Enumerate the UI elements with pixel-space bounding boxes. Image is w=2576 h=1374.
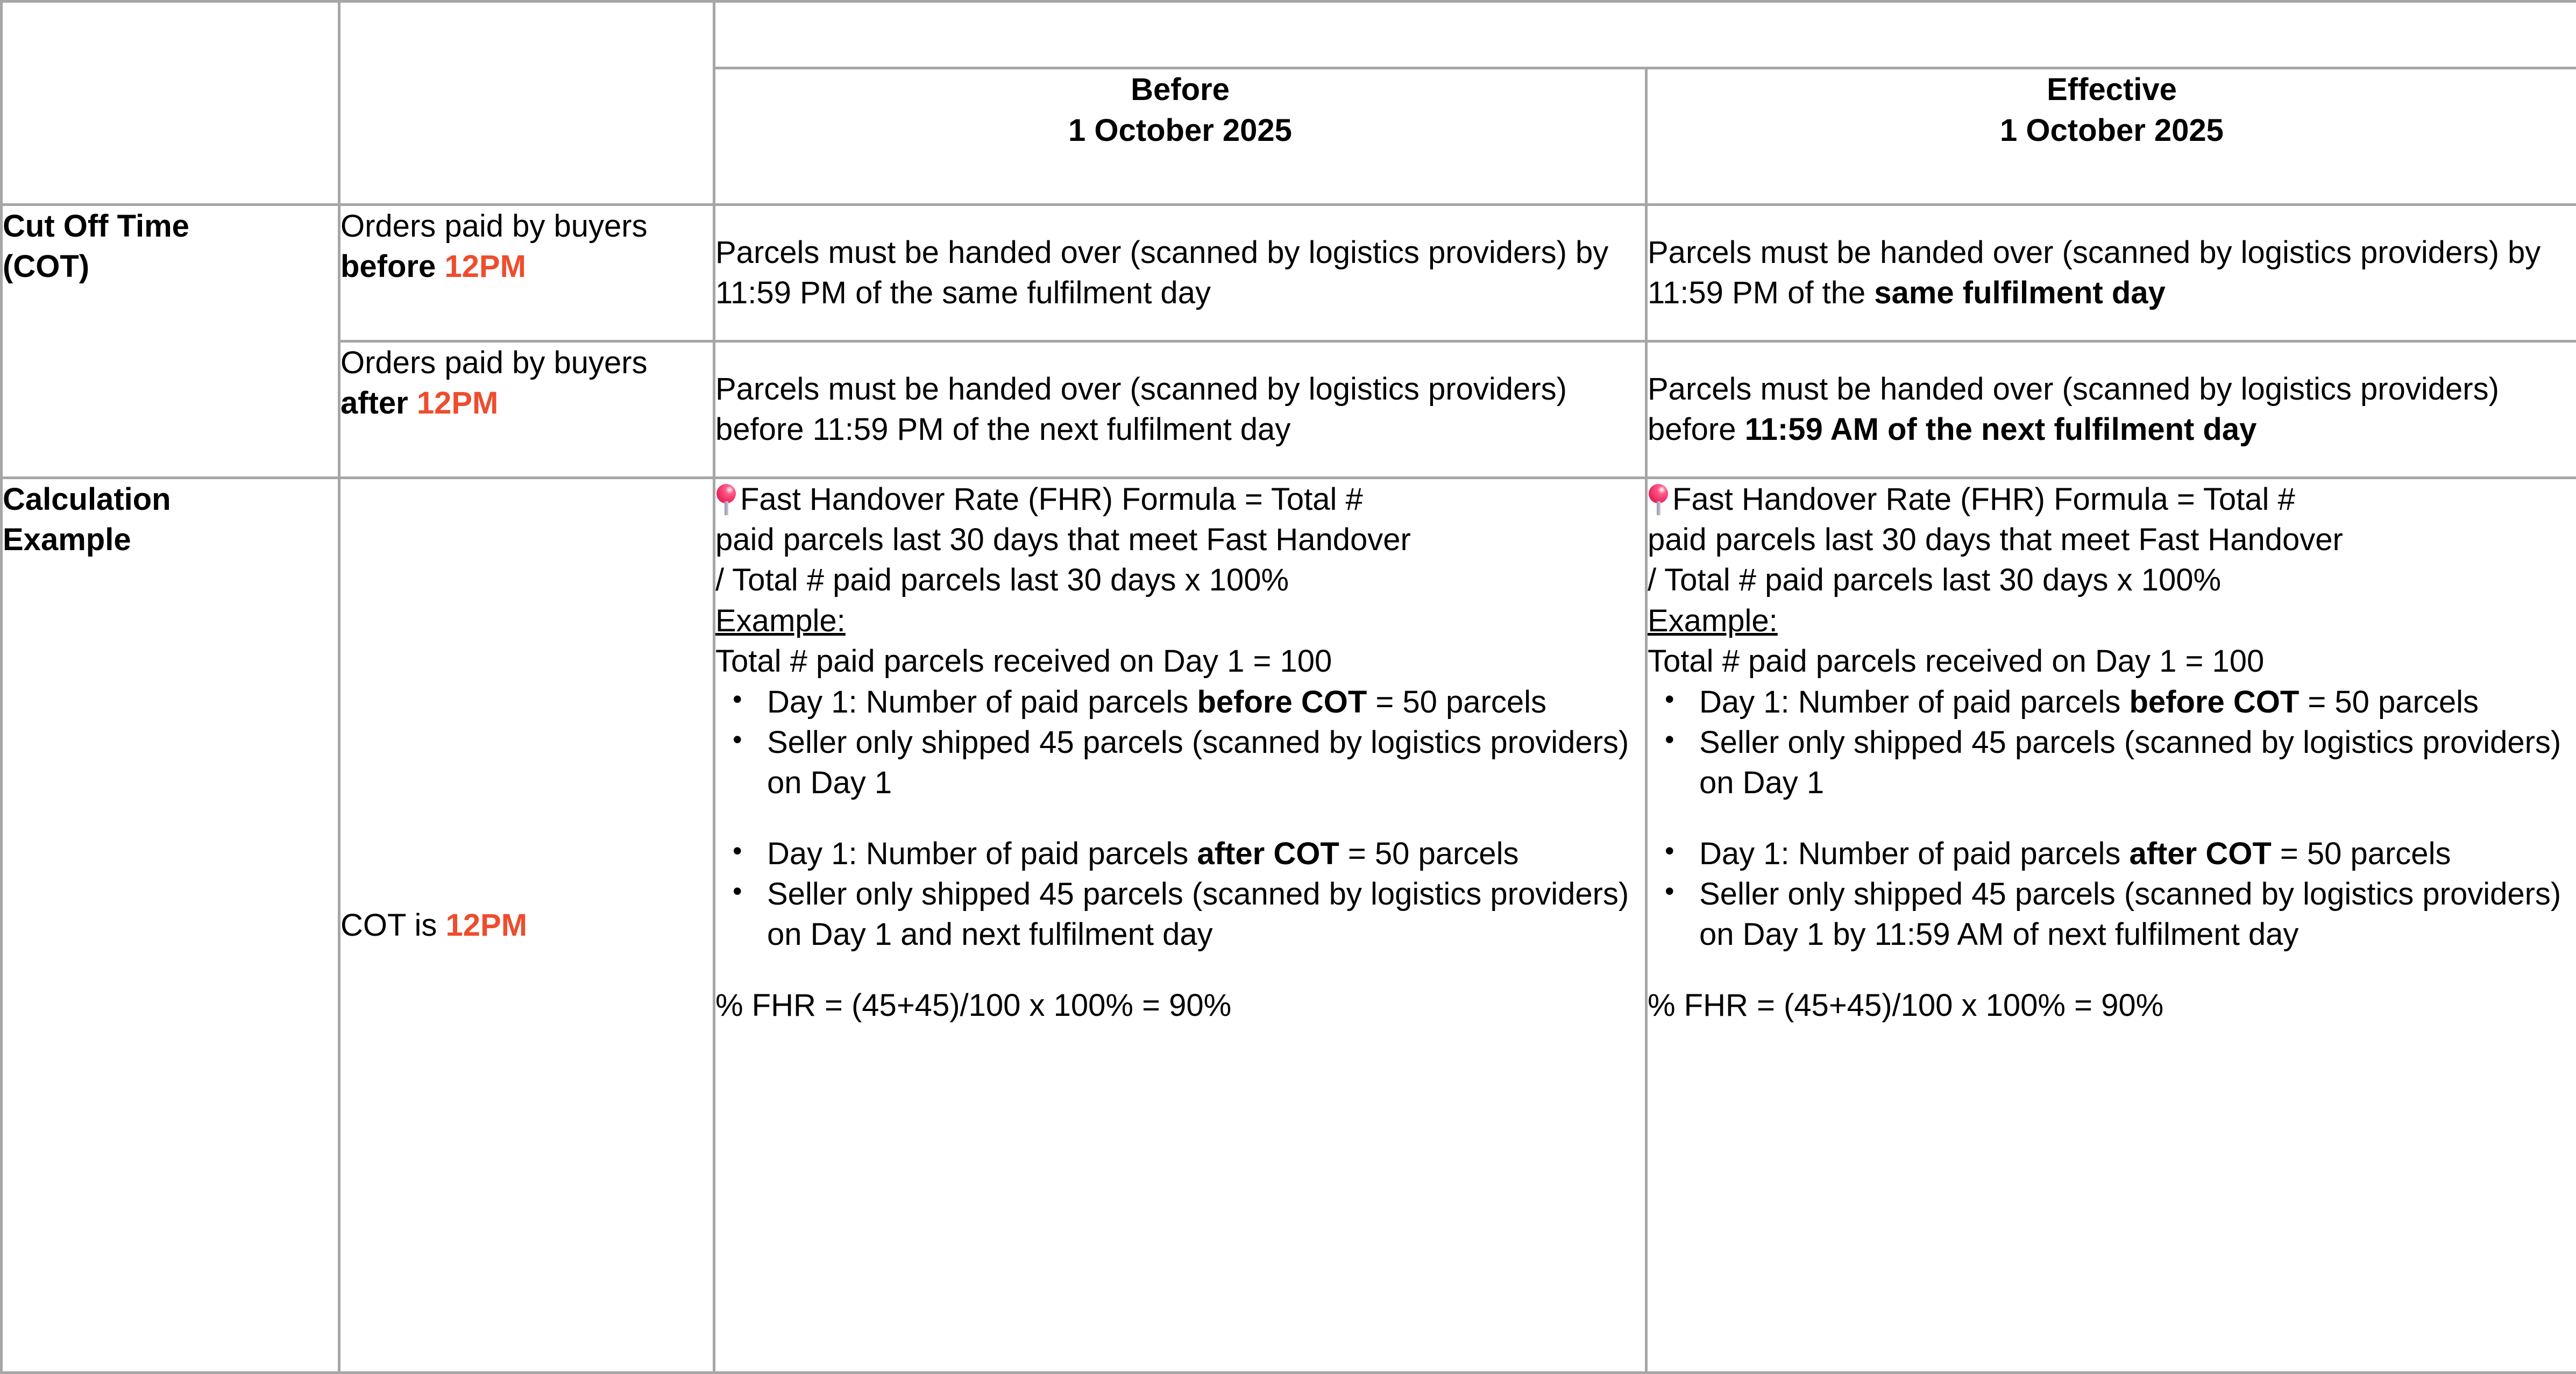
effective-formula-line3: / Total # paid parcels last 30 days x 100% bbox=[1648, 563, 2222, 598]
bullet-text-bold: before COT bbox=[1197, 684, 1367, 720]
table-row bbox=[2, 341, 2576, 478]
before-formula-line1-wrap bbox=[715, 479, 1645, 519]
order-paid-emphasis: before bbox=[340, 249, 436, 284]
cell-cot-is-12pm bbox=[339, 478, 714, 1372]
effective-handover-text: Parcels must be handed over (scanned by logistics providers) by 11:59 PM of the bbox=[1648, 235, 2541, 311]
bullet-text-pre: Seller only shipped 45 parcels (scanned by logistics providers) on Day 1 bbox=[767, 724, 1629, 801]
cell-before-calculation-example bbox=[714, 478, 1647, 1372]
header-effective-column bbox=[1647, 68, 2576, 205]
header-before-column bbox=[714, 68, 1647, 205]
list-item bbox=[1699, 834, 2576, 874]
bullet-text-post: = 50 parcels bbox=[2271, 836, 2451, 871]
bullet-text-pre: Seller only shipped 45 parcels (scanned by logistics providers) on Day 1 by 11:59 AM of next fulfilment day bbox=[1699, 877, 2561, 952]
row-label-cut-off-time bbox=[2, 205, 339, 478]
list-item bbox=[1699, 874, 2576, 955]
effective-formula-line2: paid parcels last 30 days that meet Fast Handover bbox=[1648, 522, 2343, 557]
order-paid-cutoff-time: 12PM bbox=[444, 249, 526, 284]
order-paid-prefix: Orders paid by buyers bbox=[340, 345, 648, 380]
effective-formula-line1: Fast Handover Rate (FHR) Formula = Total # bbox=[1672, 481, 2295, 517]
cot-prefix: COT is bbox=[340, 907, 446, 943]
cell-effective-handover-next-day bbox=[1647, 341, 2576, 478]
bullet-text-bold: before COT bbox=[2129, 684, 2300, 720]
bullet-text-pre: Day 1: Number of paid parcels bbox=[767, 836, 1197, 871]
header-effective-line2: 1 October 2025 bbox=[2000, 112, 2224, 148]
bullet-text-pre: Day 1: Number of paid parcels bbox=[767, 684, 1197, 720]
before-handover-text: Parcels must be handed over (scanned by logistics providers) before 11:59 PM of the next fulfilment day bbox=[715, 371, 1567, 447]
bullet-text-post: = 50 parcels bbox=[2299, 684, 2479, 720]
order-paid-prefix: Orders paid by buyers bbox=[340, 209, 648, 244]
bullet-text-pre: Seller only shipped 45 parcels (scanned by logistics providers) on Day 1 and next fulfilment day bbox=[767, 877, 1629, 952]
cell-effective-calculation-example bbox=[1647, 478, 2576, 1372]
header-effective-line1: Effective bbox=[2047, 72, 2177, 108]
before-bullet-group-1 bbox=[715, 682, 1645, 803]
header-before-line1: Before bbox=[1131, 72, 1230, 108]
before-formula-line3: / Total # paid parcels last 30 days x 100% bbox=[715, 563, 1289, 598]
bullet-text-pre: Seller only shipped 45 parcels (scanned by logistics providers) on Day 1 bbox=[1699, 724, 2561, 801]
list-item bbox=[767, 722, 1645, 803]
bullet-text-pre: Day 1: Number of paid parcels bbox=[1699, 836, 2130, 871]
table-header-row-top bbox=[2, 2, 2576, 68]
list-item bbox=[767, 834, 1645, 874]
before-handover-text: Parcels must be handed over (scanned by logistics providers) by 11:59 PM of the same fulfilment day bbox=[715, 235, 1609, 311]
bullet-text-bold: after COT bbox=[1197, 836, 1339, 871]
list-item bbox=[767, 682, 1645, 722]
list-item bbox=[767, 874, 1645, 955]
effective-bullet-group-1 bbox=[1648, 682, 2576, 803]
round-pushpin-icon bbox=[715, 483, 737, 515]
row-label-line2: (COT) bbox=[3, 249, 90, 284]
effective-formula-line1-wrap bbox=[1648, 479, 2576, 519]
round-pushpin-icon bbox=[1648, 483, 1669, 515]
before-formula-line2: paid parcels last 30 days that meet Fast Handover bbox=[715, 522, 1411, 557]
list-item bbox=[1699, 722, 2576, 803]
effective-example-heading: Example: bbox=[1648, 603, 1778, 638]
list-item bbox=[1699, 682, 2576, 722]
before-example-heading: Example: bbox=[715, 603, 846, 638]
fhr-result-spacer bbox=[1648, 955, 2576, 985]
before-total-line: Total # paid parcels received on Day 1 = 100 bbox=[715, 644, 1332, 679]
before-formula-line1: Fast Handover Rate (FHR) Formula = Total # bbox=[740, 481, 1363, 517]
effective-handover-emphasis: same fulfilment day bbox=[1874, 275, 2166, 311]
cell-order-paid-after-12pm bbox=[339, 341, 714, 478]
effective-bullet-group-2 bbox=[1648, 834, 2576, 955]
header-before-line2: 1 October 2025 bbox=[1068, 112, 1292, 148]
cell-effective-handover-same-day bbox=[1647, 205, 2576, 341]
cell-order-paid-before-12pm bbox=[339, 205, 714, 341]
effective-handover-emphasis: 11:59 AM of the next fulfilment day bbox=[1744, 412, 2257, 447]
cell-before-handover-next-day bbox=[714, 341, 1647, 478]
bullet-group-spacer bbox=[715, 803, 1645, 834]
order-paid-emphasis: after bbox=[340, 386, 408, 421]
table-row bbox=[2, 478, 2576, 1372]
bullet-group-spacer bbox=[1648, 803, 2576, 834]
effective-fhr-result: % FHR = (45+45)/100 x 100% = 90% bbox=[1648, 987, 2164, 1023]
bullet-text-post: = 50 parcels bbox=[1367, 684, 1546, 720]
row-label-line1: Calculation bbox=[3, 481, 171, 517]
before-fhr-result: % FHR = (45+45)/100 x 100% = 90% bbox=[715, 987, 1232, 1023]
cot-value: 12PM bbox=[445, 907, 528, 943]
header-order-paid-timeline: Order paid timeline bbox=[339, 2, 714, 205]
bullet-text-bold: after COT bbox=[2129, 836, 2272, 871]
bullet-text-pre: Day 1: Number of paid parcels bbox=[1699, 684, 2130, 720]
row-label-line2: Example bbox=[3, 522, 131, 557]
header-parcels-handover-timeline: Parcels handover timeline bbox=[714, 2, 2576, 68]
bullet-text-post: = 50 parcels bbox=[1339, 836, 1519, 871]
order-paid-cutoff-time: 12PM bbox=[416, 386, 499, 421]
header-corner-blank bbox=[2, 2, 339, 205]
row-label-calculation-example bbox=[2, 478, 339, 1372]
before-bullet-group-2 bbox=[715, 834, 1645, 955]
effective-handover-text: Parcels must be handed over (scanned by logistics providers) before bbox=[1648, 371, 2499, 447]
fhr-result-spacer bbox=[715, 955, 1645, 985]
table-row bbox=[2, 205, 2576, 341]
effective-total-line: Total # paid parcels received on Day 1 = 100 bbox=[1648, 644, 2265, 679]
cell-before-handover-same-day bbox=[714, 205, 1647, 341]
row-label-line1: Cut Off Time bbox=[3, 209, 189, 244]
